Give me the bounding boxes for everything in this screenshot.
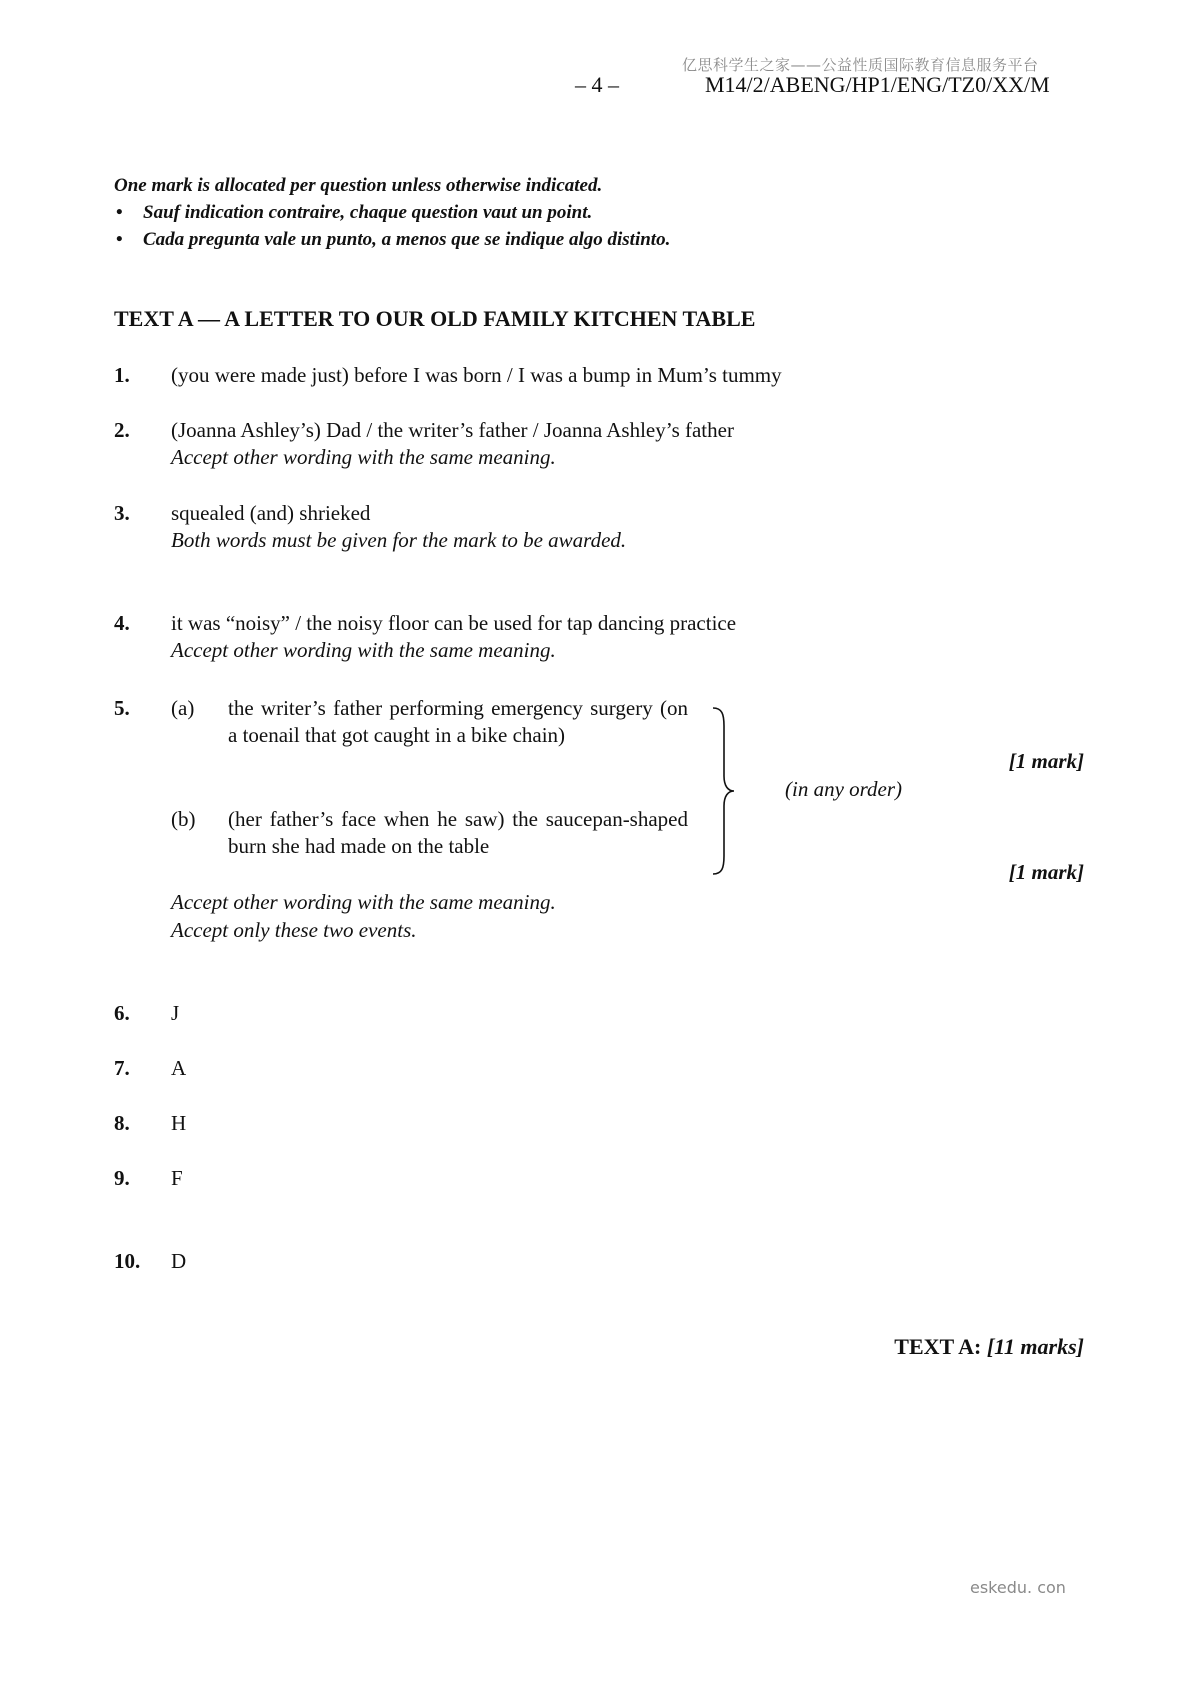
- question-number: 7.: [114, 1056, 130, 1080]
- instruction-spanish: • Cada pregunta vale un punto, a menos que se indique algo distinto.: [114, 226, 670, 253]
- question-number: 5.: [114, 696, 130, 720]
- question-number: 6.: [114, 1001, 130, 1025]
- marking-note: Accept only these two events.: [171, 918, 417, 942]
- document-code: M14/2/ABENG/HP1/ENG/TZ0/XX/M: [705, 72, 1050, 97]
- total-marks: [11 marks]: [986, 1334, 1084, 1359]
- answer-text: H: [171, 1111, 187, 1135]
- marking-instructions: [114, 172, 670, 253]
- instruction-english: One mark is allocated per question unless otherwise indicated.: [114, 175, 603, 196]
- answer-text: it was “noisy” / the noisy floor can be used for tap dancing practice: [171, 611, 737, 635]
- q5-marking-notes: [171, 888, 556, 944]
- instruction-french: • Sauf indication contraire, chaque question vaut un point.: [114, 199, 670, 226]
- question-number: 10.: [114, 1249, 141, 1273]
- question-number: 9.: [114, 1166, 130, 1190]
- question-number: 2.: [114, 418, 130, 442]
- answer-text: F: [171, 1166, 183, 1190]
- section-total: [894, 1334, 1084, 1360]
- part-label: (b): [171, 807, 196, 831]
- marking-note: Accept other wording with the same meaning.: [171, 890, 556, 914]
- total-label: TEXT A:: [894, 1334, 982, 1359]
- page-number: – 4 –: [575, 72, 619, 97]
- part-answer: the writer’s father performing emergency surgery (on a toenail that got caught in a bike chain): [228, 696, 688, 747]
- marking-note: Accept other wording with the same meaning.: [171, 445, 556, 469]
- part-answer: (her father’s face when he saw) the saucepan-shaped burn she had made on the table: [228, 807, 688, 858]
- q5-a-mark: [1 mark]: [1008, 749, 1084, 773]
- answer-text: (you were made just) before I was born / I was a bump in Mum’s tummy: [171, 363, 782, 387]
- answer-text: A: [171, 1056, 187, 1080]
- watermark-footer: eskedu. con: [970, 1578, 1066, 1597]
- question-number: 1.: [114, 363, 130, 387]
- question-number: 4.: [114, 611, 130, 635]
- part-label: (a): [171, 696, 195, 720]
- question-number: 3.: [114, 501, 130, 525]
- marking-note: Accept other wording with the same meaning.: [171, 638, 556, 662]
- marking-note: Both words must be given for the mark to be awarded.: [171, 528, 627, 552]
- answer-text: (Joanna Ashley’s) Dad / the writer’s father / Joanna Ashley’s father: [171, 418, 734, 442]
- answer-text: J: [171, 1001, 180, 1025]
- question-number: 8.: [114, 1111, 130, 1135]
- in-any-order-note: (in any order): [785, 777, 903, 801]
- answer-text: D: [171, 1249, 187, 1273]
- q5-b-mark: [1 mark]: [1008, 860, 1084, 884]
- answer-text: squealed (and) shrieked: [171, 501, 371, 525]
- watermark-header: 亿思科学生之家——公益性质国际教育信息服务平台: [682, 56, 1039, 74]
- right-brace: [710, 706, 736, 876]
- section-title: TEXT A — A LETTER TO OUR OLD FAMILY KITCHEN TABLE: [114, 306, 756, 331]
